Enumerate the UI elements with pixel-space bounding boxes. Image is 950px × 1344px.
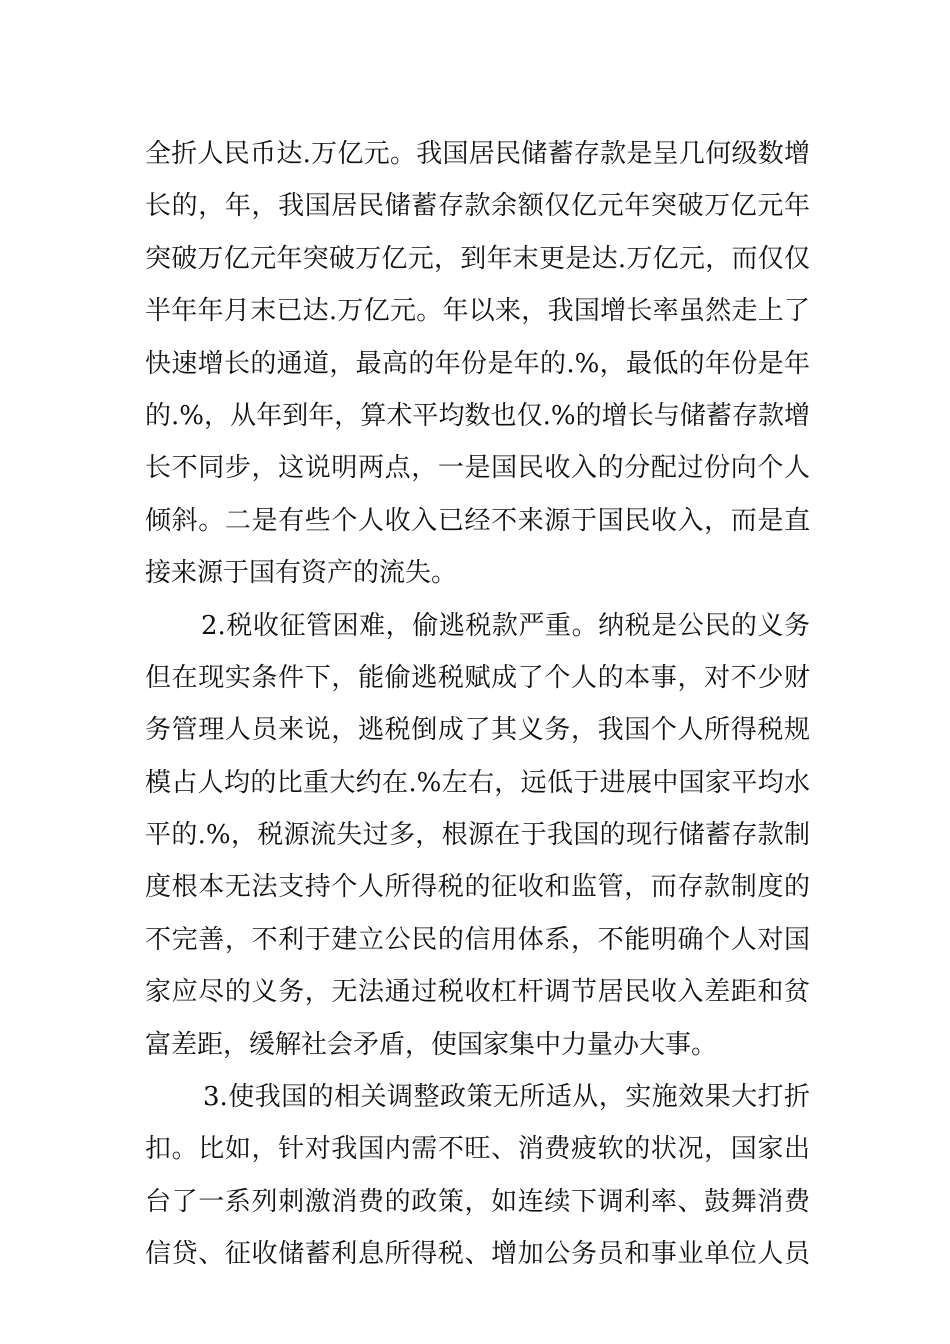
text-line: 平的.%，税源流失过多，根源在于我国的现行储蓄存款制 <box>145 820 810 851</box>
text-line: 长不同步，这说明两点，一是国民收入的分配过份向个人 <box>145 453 810 484</box>
text-line: 富差距，缓解社会矛盾，使国家集中力量办大事。 <box>145 1029 718 1060</box>
text-line: 的.%，从年到年，算术平均数也仅.%的增长与储蓄存款增 <box>145 400 810 431</box>
text-line: 度根本无法支持个人所得税的征收和监管，而存款制度的 <box>145 872 810 903</box>
text-line: 扣。比如，针对我国内需不旺、消费疲软的状况，国家出 <box>145 1134 810 1165</box>
text-line: 务管理人员来说，逃税倒成了其义务，我国个人所得税规 <box>145 715 810 746</box>
text-line: 接来源于国有资产的流失。 <box>145 558 458 589</box>
text-line: 快速增长的通道，最高的年份是年的.%，最低的年份是年 <box>145 348 810 379</box>
text-line: 信贷、征收储蓄利息所得税、增加公务员和事业单位人员 <box>145 1239 810 1270</box>
text-line: 但在现实条件下，能偷逃税赋成了个人的本事，对不少财 <box>145 662 810 693</box>
text-line: 半年年月末已达.万亿元。年以来，我国增长率虽然走上了 <box>145 296 810 327</box>
text-line: 全折人民币达.万亿元。我国居民储蓄存款是呈几何级数增 <box>145 139 810 169</box>
body-text <box>145 128 810 1281</box>
text-line: 长的，年，我国居民储蓄存款余额仅亿元年突破万亿元年 <box>145 191 810 222</box>
text-line: 台了一系列刺激消费的政策，如连续下调利率、鼓舞消费 <box>145 1186 810 1217</box>
text-line: 倾斜。二是有些个人收入已经不来源于国民收入，而是直 <box>145 505 810 536</box>
text-line: 模占人均的比重大约在.%左右，远低于进展中国家平均水 <box>145 767 810 798</box>
text-line: 不完善，不利于建立公民的信用体系，不能明确个人对国 <box>145 924 810 955</box>
text-line: 家应尽的义务，无法通过税收杠杆调节居民收入差距和贫 <box>145 977 810 1008</box>
paragraph-2-heading: 2.税收征管困难，偷逃税款严重。纳税是公民的义务 <box>201 610 810 641</box>
paragraph-3-heading: 3.使我国的相关调整政策无所适从，实施效果大打折 <box>203 1082 810 1113</box>
text-line: 突破万亿元年突破万亿元，到年末更是达.万亿元，而仅仅 <box>145 243 810 274</box>
